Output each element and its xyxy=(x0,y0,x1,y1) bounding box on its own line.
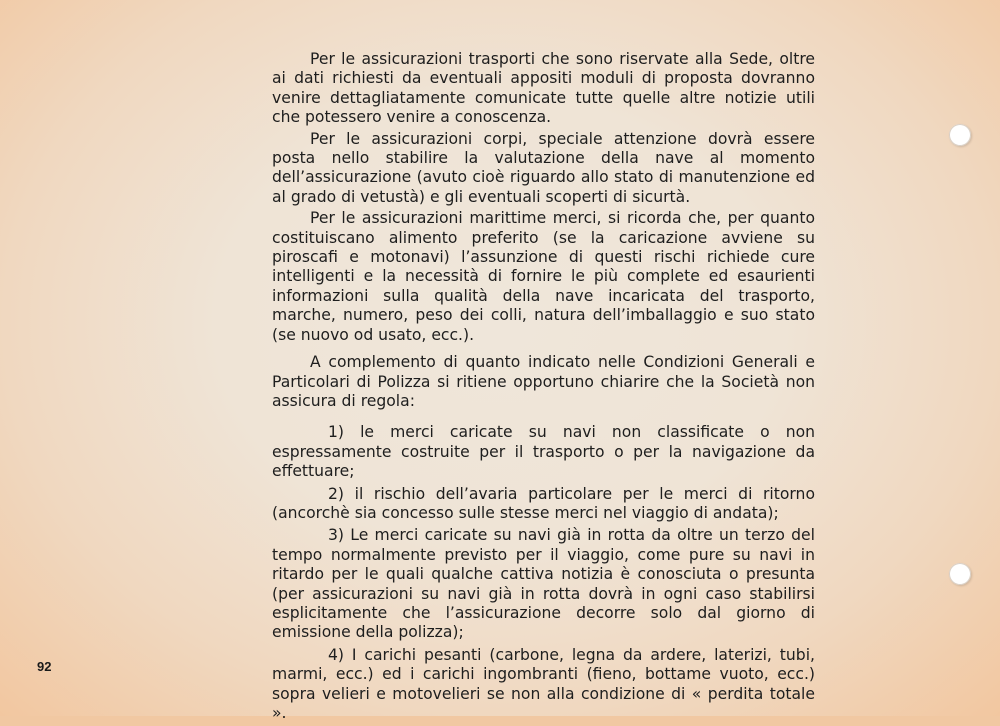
list-item: 4) I carichi pesanti (carbone, legna da ardere, laterizi, tubi, marmi, ecc.) ed i carichi ingombranti (fieno, bottame vuoto, ecc.) sopra velieri e motovelieri se non alla condizione di « perdita totale ». xyxy=(272,645,815,722)
page-number: 92 xyxy=(37,659,52,674)
paragraph: Per le assicurazioni marittime merci, si ricorda che, per quanto costituiscano alimento preferito (se la caricazione avviene su piroscafi e motonavi) l’assunzione di questi rischi richiede cure intelligenti e la necessità di fornire le più complete ed esaurienti informazioni sulla qualità della nave incaricata del trasporto, marche, numero, peso dei colli, natura dell’imballaggio e suo stato (se nuovo od usato, ecc.). xyxy=(272,209,815,344)
paragraph: Per le assicurazioni corpi, speciale attenzione dovrà essere posta nello stabilire la valutazione della nave al momento dell’assicurazione (avuto cioè riguardo allo stato di manutenzione ed al grado di vetustà) e gli eventuali scoperti di sicurtà. xyxy=(272,129,815,206)
body-text xyxy=(272,50,815,726)
paragraph: A complemento di quanto indicato nelle Condizioni Generali e Particolari di Polizza si ritiene opportuno chiarire che la Società non assicura di regola: xyxy=(272,353,815,410)
paragraph: Per le assicurazioni trasporti che sono riservate alla Sede, oltre ai dati richiesti da eventuali appositi moduli di proposta dovranno venire dettagliatamente comunicate tutte quelle altre notizie utili che potessero venire a conoscenza. xyxy=(272,50,815,127)
list-item: 1) le merci caricate su navi non classificate o non espressamente costruite per il trasporto o per la navigazione da effettuare; xyxy=(272,423,815,481)
list-item: 2) il rischio dell’avaria particolare per le merci di ritorno (ancorchè sia concesso sulle stesse merci nel viaggio di andata); xyxy=(272,484,815,522)
binder-hole-top xyxy=(949,124,971,146)
list-item: 3) Le merci caricate su navi già in rotta da oltre un terzo del tempo normalmente previsto per il viaggio, come pure su navi in ritardo per le quali qualche cattiva notizia è conosciuta o presunta (per assicurazioni su navi già in rotta dovrà in ogni caso stabilirsi esplicitamente che l’assicurazione decorre solo dal giorno di emissione della polizza); xyxy=(272,526,815,642)
binder-hole-bottom xyxy=(949,563,971,585)
